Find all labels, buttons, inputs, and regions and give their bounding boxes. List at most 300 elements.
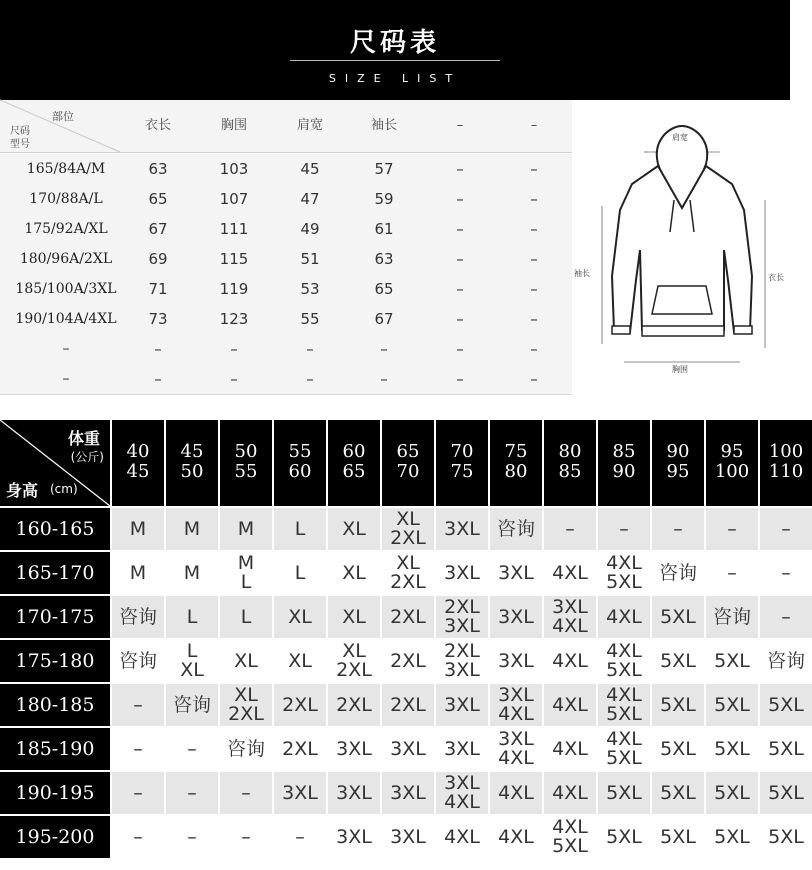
weight-column-header xyxy=(598,420,650,506)
matrix-height-label: 身高 xyxy=(6,481,39,500)
size-recommendation: 2XL xyxy=(336,659,372,681)
size-recommendation: 5XL xyxy=(660,649,696,672)
size-value-cell: – xyxy=(530,250,538,268)
size-recommendation-cell xyxy=(490,816,542,858)
height-row-header: 165-170 xyxy=(0,552,110,594)
size-table-row xyxy=(0,274,572,305)
size-value-cell: 45 xyxy=(300,160,320,178)
size-value-cell: – xyxy=(530,220,538,238)
size-recommendation: – xyxy=(781,605,791,628)
size-recommendation: – xyxy=(781,517,791,540)
size-table-row xyxy=(0,154,572,185)
size-recommendation-cell xyxy=(652,728,704,770)
weight-value: 45 xyxy=(126,461,150,482)
size-value-cell: – xyxy=(154,340,162,358)
size-recommendation: 3XL xyxy=(498,561,534,584)
size-recommendation-cell xyxy=(706,552,758,594)
size-recommendation-cell xyxy=(544,816,596,858)
size-recommendation-cell xyxy=(382,640,434,682)
size-recommendation: 4XL xyxy=(552,693,588,716)
size-recommendation: XL xyxy=(342,561,366,584)
size-recommendation: – xyxy=(781,561,791,584)
size-value-cell: – xyxy=(380,370,388,388)
size-value-cell: – xyxy=(380,340,388,358)
size-recommendation: 5XL xyxy=(660,781,696,804)
size-recommendation: 2XL xyxy=(390,571,426,593)
size-recommendation: 4XL xyxy=(606,640,642,662)
size-recommendation: XL xyxy=(396,508,420,530)
size-value-cell: – xyxy=(456,340,464,358)
weight-value: 55 xyxy=(234,461,258,482)
page-title: 尺码表 xyxy=(349,28,440,58)
weight-column-header xyxy=(220,420,272,506)
size-recommendation-cell xyxy=(760,640,812,682)
height-weight-matrix xyxy=(0,420,805,870)
size-recommendation-cell xyxy=(544,684,596,726)
size-recommendation-cell xyxy=(706,728,758,770)
size-recommendation: 咨询 xyxy=(496,517,535,540)
size-recommendation-cell xyxy=(382,596,434,638)
size-recommendation: 5XL xyxy=(660,605,696,628)
size-recommendation: L xyxy=(294,517,306,540)
size-recommendation: 4XL xyxy=(552,561,588,584)
size-recommendation-cell xyxy=(328,596,380,638)
size-recommendation: M xyxy=(237,517,255,540)
size-recommendation: 5XL xyxy=(768,693,804,716)
size-recommendation: 咨询 xyxy=(118,649,157,672)
weight-value: 60 xyxy=(342,441,366,462)
weight-column-header xyxy=(112,420,164,506)
size-value-cell: – xyxy=(530,280,538,298)
size-recommendation: L xyxy=(294,561,306,584)
size-recommendation: 3XL xyxy=(336,737,372,760)
size-recommendation: – xyxy=(241,781,251,804)
size-recommendation: 4XL xyxy=(606,684,642,706)
size-value-cell: 103 xyxy=(219,160,249,178)
size-value-cell: – xyxy=(230,370,238,388)
size-recommendation: 2XL xyxy=(282,737,318,760)
size-value-cell: 107 xyxy=(219,190,249,208)
weight-value: 100 xyxy=(714,461,750,482)
size-recommendation-cell xyxy=(436,596,488,638)
size-recommendation: 咨询 xyxy=(658,561,697,584)
size-recommendation: L xyxy=(240,605,252,628)
weight-column-header xyxy=(274,420,326,506)
size-recommendation: 3XL xyxy=(498,728,534,750)
size-recommendation: XL xyxy=(288,649,312,672)
size-recommendation: 3XL xyxy=(498,649,534,672)
size-recommendation: XL xyxy=(342,605,366,628)
size-recommendation: 2XL xyxy=(390,527,426,549)
size-recommendation: L xyxy=(186,640,198,662)
size-column-header: – xyxy=(530,118,538,133)
size-table-row xyxy=(0,364,572,395)
size-recommendation-cell xyxy=(220,816,272,858)
size-recommendation: – xyxy=(133,825,143,848)
size-recommendation-cell xyxy=(544,728,596,770)
size-recommendation-cell xyxy=(490,684,542,726)
size-recommendation-cell xyxy=(112,552,164,594)
matrix-weight-unit: (公斤) xyxy=(70,450,104,464)
size-value-cell: 69 xyxy=(148,250,168,268)
size-recommendation: 3XL xyxy=(552,596,588,618)
size-value-cell: 67 xyxy=(148,220,168,238)
size-recommendation-cell xyxy=(274,816,326,858)
weight-value: 45 xyxy=(180,441,204,462)
size-recommendation-cell xyxy=(274,640,326,682)
size-recommendation: 咨询 xyxy=(226,737,265,760)
size-recommendation-cell xyxy=(112,596,164,638)
size-recommendation-cell xyxy=(220,508,272,550)
size-recommendation: 3XL xyxy=(390,825,426,848)
size-recommendation: 咨询 xyxy=(712,605,751,628)
size-recommendation-cell xyxy=(220,552,272,594)
size-recommendation: XL xyxy=(396,552,420,574)
size-recommendation: 3XL xyxy=(444,737,480,760)
size-recommendation-cell xyxy=(436,728,488,770)
size-recommendation-cell xyxy=(220,684,272,726)
size-table-corner xyxy=(0,100,120,152)
size-value-cell: – xyxy=(456,280,464,298)
weight-value: 50 xyxy=(234,441,258,462)
size-recommendation-cell xyxy=(112,684,164,726)
weight-column-header xyxy=(490,420,542,506)
size-recommendation: 5XL xyxy=(606,781,642,804)
hoodie-illustration xyxy=(572,100,790,394)
size-model-cell: 185/100A/3XL xyxy=(15,281,117,297)
size-recommendation: – xyxy=(295,825,305,848)
size-recommendation: 5XL xyxy=(606,659,642,681)
size-table-row xyxy=(0,334,572,365)
size-recommendation: M xyxy=(237,552,255,574)
size-recommendation: L xyxy=(186,605,198,628)
size-value-cell: – xyxy=(456,160,464,178)
size-recommendation: 5XL xyxy=(714,825,750,848)
size-recommendation: 3XL xyxy=(282,781,318,804)
size-recommendation-cell xyxy=(382,728,434,770)
size-recommendation-cell xyxy=(436,684,488,726)
weight-value: 55 xyxy=(288,441,312,462)
size-recommendation-cell xyxy=(544,772,596,814)
size-recommendation-cell xyxy=(382,508,434,550)
size-recommendation-cell xyxy=(382,772,434,814)
size-recommendation: 3XL xyxy=(444,561,480,584)
size-value-cell: 73 xyxy=(148,310,168,328)
size-recommendation: XL xyxy=(342,517,366,540)
size-value-cell: – xyxy=(530,370,538,388)
size-model-cell: 170/88A/L xyxy=(29,191,103,207)
size-recommendation-cell xyxy=(706,772,758,814)
height-row-header: 160-165 xyxy=(0,508,110,550)
size-recommendation: 5XL xyxy=(606,703,642,725)
size-value-cell: 65 xyxy=(374,280,394,298)
size-recommendation: 咨询 xyxy=(172,693,211,716)
size-recommendation-cell xyxy=(166,552,218,594)
size-recommendation: 4XL xyxy=(498,703,534,725)
weight-column-header xyxy=(544,420,596,506)
height-row-header: 185-190 xyxy=(0,728,110,770)
size-recommendation-cell xyxy=(760,684,812,726)
size-recommendation-cell xyxy=(760,772,812,814)
size-value-cell: 65 xyxy=(148,190,168,208)
label-shoulder: 肩宽 xyxy=(672,133,688,142)
size-recommendation: 2XL xyxy=(282,693,318,716)
size-recommendation: 3XL xyxy=(498,684,534,706)
weight-column-header xyxy=(166,420,218,506)
size-recommendation: 5XL xyxy=(660,737,696,760)
corner-model-label: 型号 xyxy=(10,139,30,150)
size-value-cell: 49 xyxy=(300,220,320,238)
size-table-row xyxy=(0,304,572,335)
size-recommendation: 5XL xyxy=(606,571,642,593)
weight-column-header xyxy=(436,420,488,506)
size-recommendation: – xyxy=(727,517,737,540)
size-value-cell: 57 xyxy=(374,160,394,178)
size-table-row xyxy=(0,184,572,215)
size-recommendation-cell xyxy=(166,816,218,858)
size-recommendation-cell xyxy=(760,508,812,550)
size-recommendation-cell xyxy=(706,816,758,858)
size-value-cell: 63 xyxy=(148,160,168,178)
size-recommendation: 5XL xyxy=(660,825,696,848)
page-subtitle: SIZE LIST xyxy=(328,72,462,85)
height-row-header: 180-185 xyxy=(0,684,110,726)
size-recommendation-cell xyxy=(274,772,326,814)
size-recommendation: 5XL xyxy=(714,693,750,716)
weight-value: 70 xyxy=(450,441,474,462)
weight-column-header xyxy=(706,420,758,506)
weight-value: 70 xyxy=(396,461,420,482)
size-model-cell: – xyxy=(62,341,70,357)
size-recommendation-cell xyxy=(652,816,704,858)
label-length: 衣长 xyxy=(768,273,784,282)
size-recommendation: – xyxy=(187,737,197,760)
size-recommendation-cell xyxy=(490,508,542,550)
size-recommendation: – xyxy=(187,781,197,804)
size-recommendation-cell xyxy=(544,508,596,550)
size-recommendation: – xyxy=(727,561,737,584)
size-value-cell: 63 xyxy=(374,250,394,268)
size-recommendation-cell xyxy=(598,596,650,638)
size-value-cell: – xyxy=(456,190,464,208)
size-recommendation: XL xyxy=(234,684,258,706)
size-value-cell: 51 xyxy=(300,250,320,268)
weight-column-header xyxy=(760,420,812,506)
size-value-cell: – xyxy=(530,310,538,328)
matrix-weight-label: 体重 xyxy=(67,429,100,448)
size-recommendation-cell xyxy=(382,552,434,594)
size-recommendation: M xyxy=(129,517,147,540)
size-recommendation-cell xyxy=(166,640,218,682)
size-recommendation-cell xyxy=(598,816,650,858)
weight-column-header xyxy=(328,420,380,506)
size-recommendation: 4XL xyxy=(606,552,642,574)
size-recommendation-cell xyxy=(652,640,704,682)
size-recommendation-cell xyxy=(706,596,758,638)
height-row-header: 195-200 xyxy=(0,816,110,858)
size-value-cell: – xyxy=(306,340,314,358)
size-recommendation-cell xyxy=(652,552,704,594)
size-value-cell: 119 xyxy=(219,280,249,298)
size-recommendation: 5XL xyxy=(606,825,642,848)
weight-value: 65 xyxy=(396,441,420,462)
size-recommendation: 5XL xyxy=(660,693,696,716)
size-recommendation: 2XL xyxy=(390,649,426,672)
size-recommendation-cell xyxy=(328,508,380,550)
size-recommendation-cell xyxy=(274,596,326,638)
size-recommendation: 4XL xyxy=(498,747,534,769)
size-model-cell: 175/92A/XL xyxy=(24,221,108,237)
size-recommendation-cell xyxy=(706,640,758,682)
size-model-cell: 165/84A/M xyxy=(26,161,106,177)
size-recommendation-cell xyxy=(544,640,596,682)
size-value-cell: 111 xyxy=(219,220,249,238)
size-recommendation: 3XL xyxy=(390,781,426,804)
size-recommendation-cell xyxy=(760,596,812,638)
weight-value: 50 xyxy=(180,461,204,482)
size-recommendation: M xyxy=(129,561,147,584)
size-recommendation: – xyxy=(133,737,143,760)
size-recommendation: 4XL xyxy=(498,781,534,804)
matrix-height-unit: (cm) xyxy=(50,482,78,496)
size-recommendation: – xyxy=(619,517,629,540)
size-recommendation: 5XL xyxy=(714,649,750,672)
size-recommendation: – xyxy=(187,825,197,848)
size-recommendation-cell xyxy=(112,640,164,682)
label-chest: 胸围 xyxy=(672,365,688,374)
size-recommendation-cell xyxy=(166,596,218,638)
size-recommendation: XL xyxy=(180,659,204,681)
size-recommendation-cell xyxy=(166,508,218,550)
hoodie-icon xyxy=(572,100,790,394)
size-recommendation: 5XL xyxy=(768,825,804,848)
size-recommendation: – xyxy=(133,693,143,716)
weight-column-header xyxy=(652,420,704,506)
weight-value: 80 xyxy=(558,441,582,462)
size-value-cell: 61 xyxy=(374,220,394,238)
size-recommendation: XL xyxy=(288,605,312,628)
size-recommendation-cell xyxy=(328,552,380,594)
size-recommendation-cell xyxy=(220,728,272,770)
size-value-cell: 115 xyxy=(219,250,249,268)
size-recommendation: M xyxy=(183,517,201,540)
size-recommendation: 4XL xyxy=(498,825,534,848)
size-value-cell: 71 xyxy=(148,280,168,298)
weight-value: 85 xyxy=(558,461,582,482)
size-value-cell: 59 xyxy=(374,190,394,208)
size-recommendation-cell xyxy=(274,728,326,770)
size-value-cell: – xyxy=(456,310,464,328)
size-recommendation: 3XL xyxy=(498,605,534,628)
weight-column-header xyxy=(382,420,434,506)
title-divider xyxy=(290,60,500,61)
size-recommendation-cell xyxy=(436,772,488,814)
size-recommendation-cell xyxy=(112,728,164,770)
size-recommendation-cell xyxy=(652,772,704,814)
size-model-cell: 180/96A/2XL xyxy=(19,251,113,267)
weight-value: 95 xyxy=(720,441,744,462)
size-recommendation: 咨询 xyxy=(118,605,157,628)
size-recommendation: 5XL xyxy=(606,747,642,769)
size-recommendation: 4XL xyxy=(552,816,588,838)
size-recommendation-cell xyxy=(706,508,758,550)
size-recommendation-cell xyxy=(436,816,488,858)
size-table-row xyxy=(0,244,572,275)
size-recommendation: XL xyxy=(342,640,366,662)
size-model-cell: 190/104A/4XL xyxy=(15,311,117,327)
size-recommendation-cell xyxy=(652,684,704,726)
size-column-header: – xyxy=(456,118,464,133)
height-row-header: 170-175 xyxy=(0,596,110,638)
size-value-cell: 47 xyxy=(300,190,320,208)
size-recommendation: 4XL xyxy=(552,649,588,672)
size-recommendation-cell xyxy=(328,640,380,682)
size-recommendation-cell xyxy=(328,684,380,726)
size-value-cell: – xyxy=(306,370,314,388)
size-recommendation: – xyxy=(673,517,683,540)
size-recommendation-cell xyxy=(706,684,758,726)
size-recommendation: 3XL xyxy=(444,615,480,637)
size-recommendation-cell xyxy=(112,772,164,814)
size-recommendation-cell xyxy=(274,684,326,726)
size-recommendation-cell xyxy=(382,816,434,858)
matrix-corner xyxy=(0,420,110,506)
size-recommendation-cell xyxy=(436,552,488,594)
size-recommendation: L xyxy=(240,571,252,593)
size-recommendation-cell xyxy=(436,508,488,550)
size-recommendation-cell xyxy=(598,684,650,726)
size-column-header: 袖长 xyxy=(370,118,397,133)
size-recommendation-cell xyxy=(490,772,542,814)
height-row-header: 175-180 xyxy=(0,640,110,682)
size-recommendation: 3XL xyxy=(336,825,372,848)
size-recommendation: 5XL xyxy=(768,781,804,804)
size-recommendation: 3XL xyxy=(444,517,480,540)
weight-value: 110 xyxy=(768,461,804,482)
size-recommendation: 5XL xyxy=(552,835,588,857)
size-value-cell: – xyxy=(530,160,538,178)
size-recommendation-cell xyxy=(112,508,164,550)
size-recommendation-cell xyxy=(490,640,542,682)
size-recommendation: 5XL xyxy=(714,737,750,760)
size-recommendation: 2XL xyxy=(390,605,426,628)
size-recommendation-cell xyxy=(652,508,704,550)
size-recommendation-cell xyxy=(220,772,272,814)
size-value-cell: – xyxy=(230,340,238,358)
size-recommendation-cell xyxy=(166,772,218,814)
size-recommendation: 4XL xyxy=(606,728,642,750)
size-column-header: 衣长 xyxy=(144,118,171,133)
weight-value: 100 xyxy=(768,441,804,462)
size-recommendation: 4XL xyxy=(606,605,642,628)
size-value-cell: – xyxy=(530,340,538,358)
size-table-row xyxy=(0,214,572,245)
size-recommendation-cell xyxy=(598,552,650,594)
size-recommendation-cell xyxy=(490,728,542,770)
size-recommendation: 5XL xyxy=(768,737,804,760)
size-recommendation-cell xyxy=(220,640,272,682)
weight-value: 90 xyxy=(666,441,690,462)
size-recommendation-cell xyxy=(598,508,650,550)
weight-value: 75 xyxy=(504,441,528,462)
size-recommendation: – xyxy=(565,517,575,540)
size-recommendation-cell xyxy=(544,596,596,638)
size-recommendation: 3XL xyxy=(444,659,480,681)
size-list-table xyxy=(0,100,572,394)
size-value-cell: – xyxy=(456,250,464,268)
size-recommendation: 2XL xyxy=(444,596,480,618)
weight-value: 80 xyxy=(504,461,528,482)
